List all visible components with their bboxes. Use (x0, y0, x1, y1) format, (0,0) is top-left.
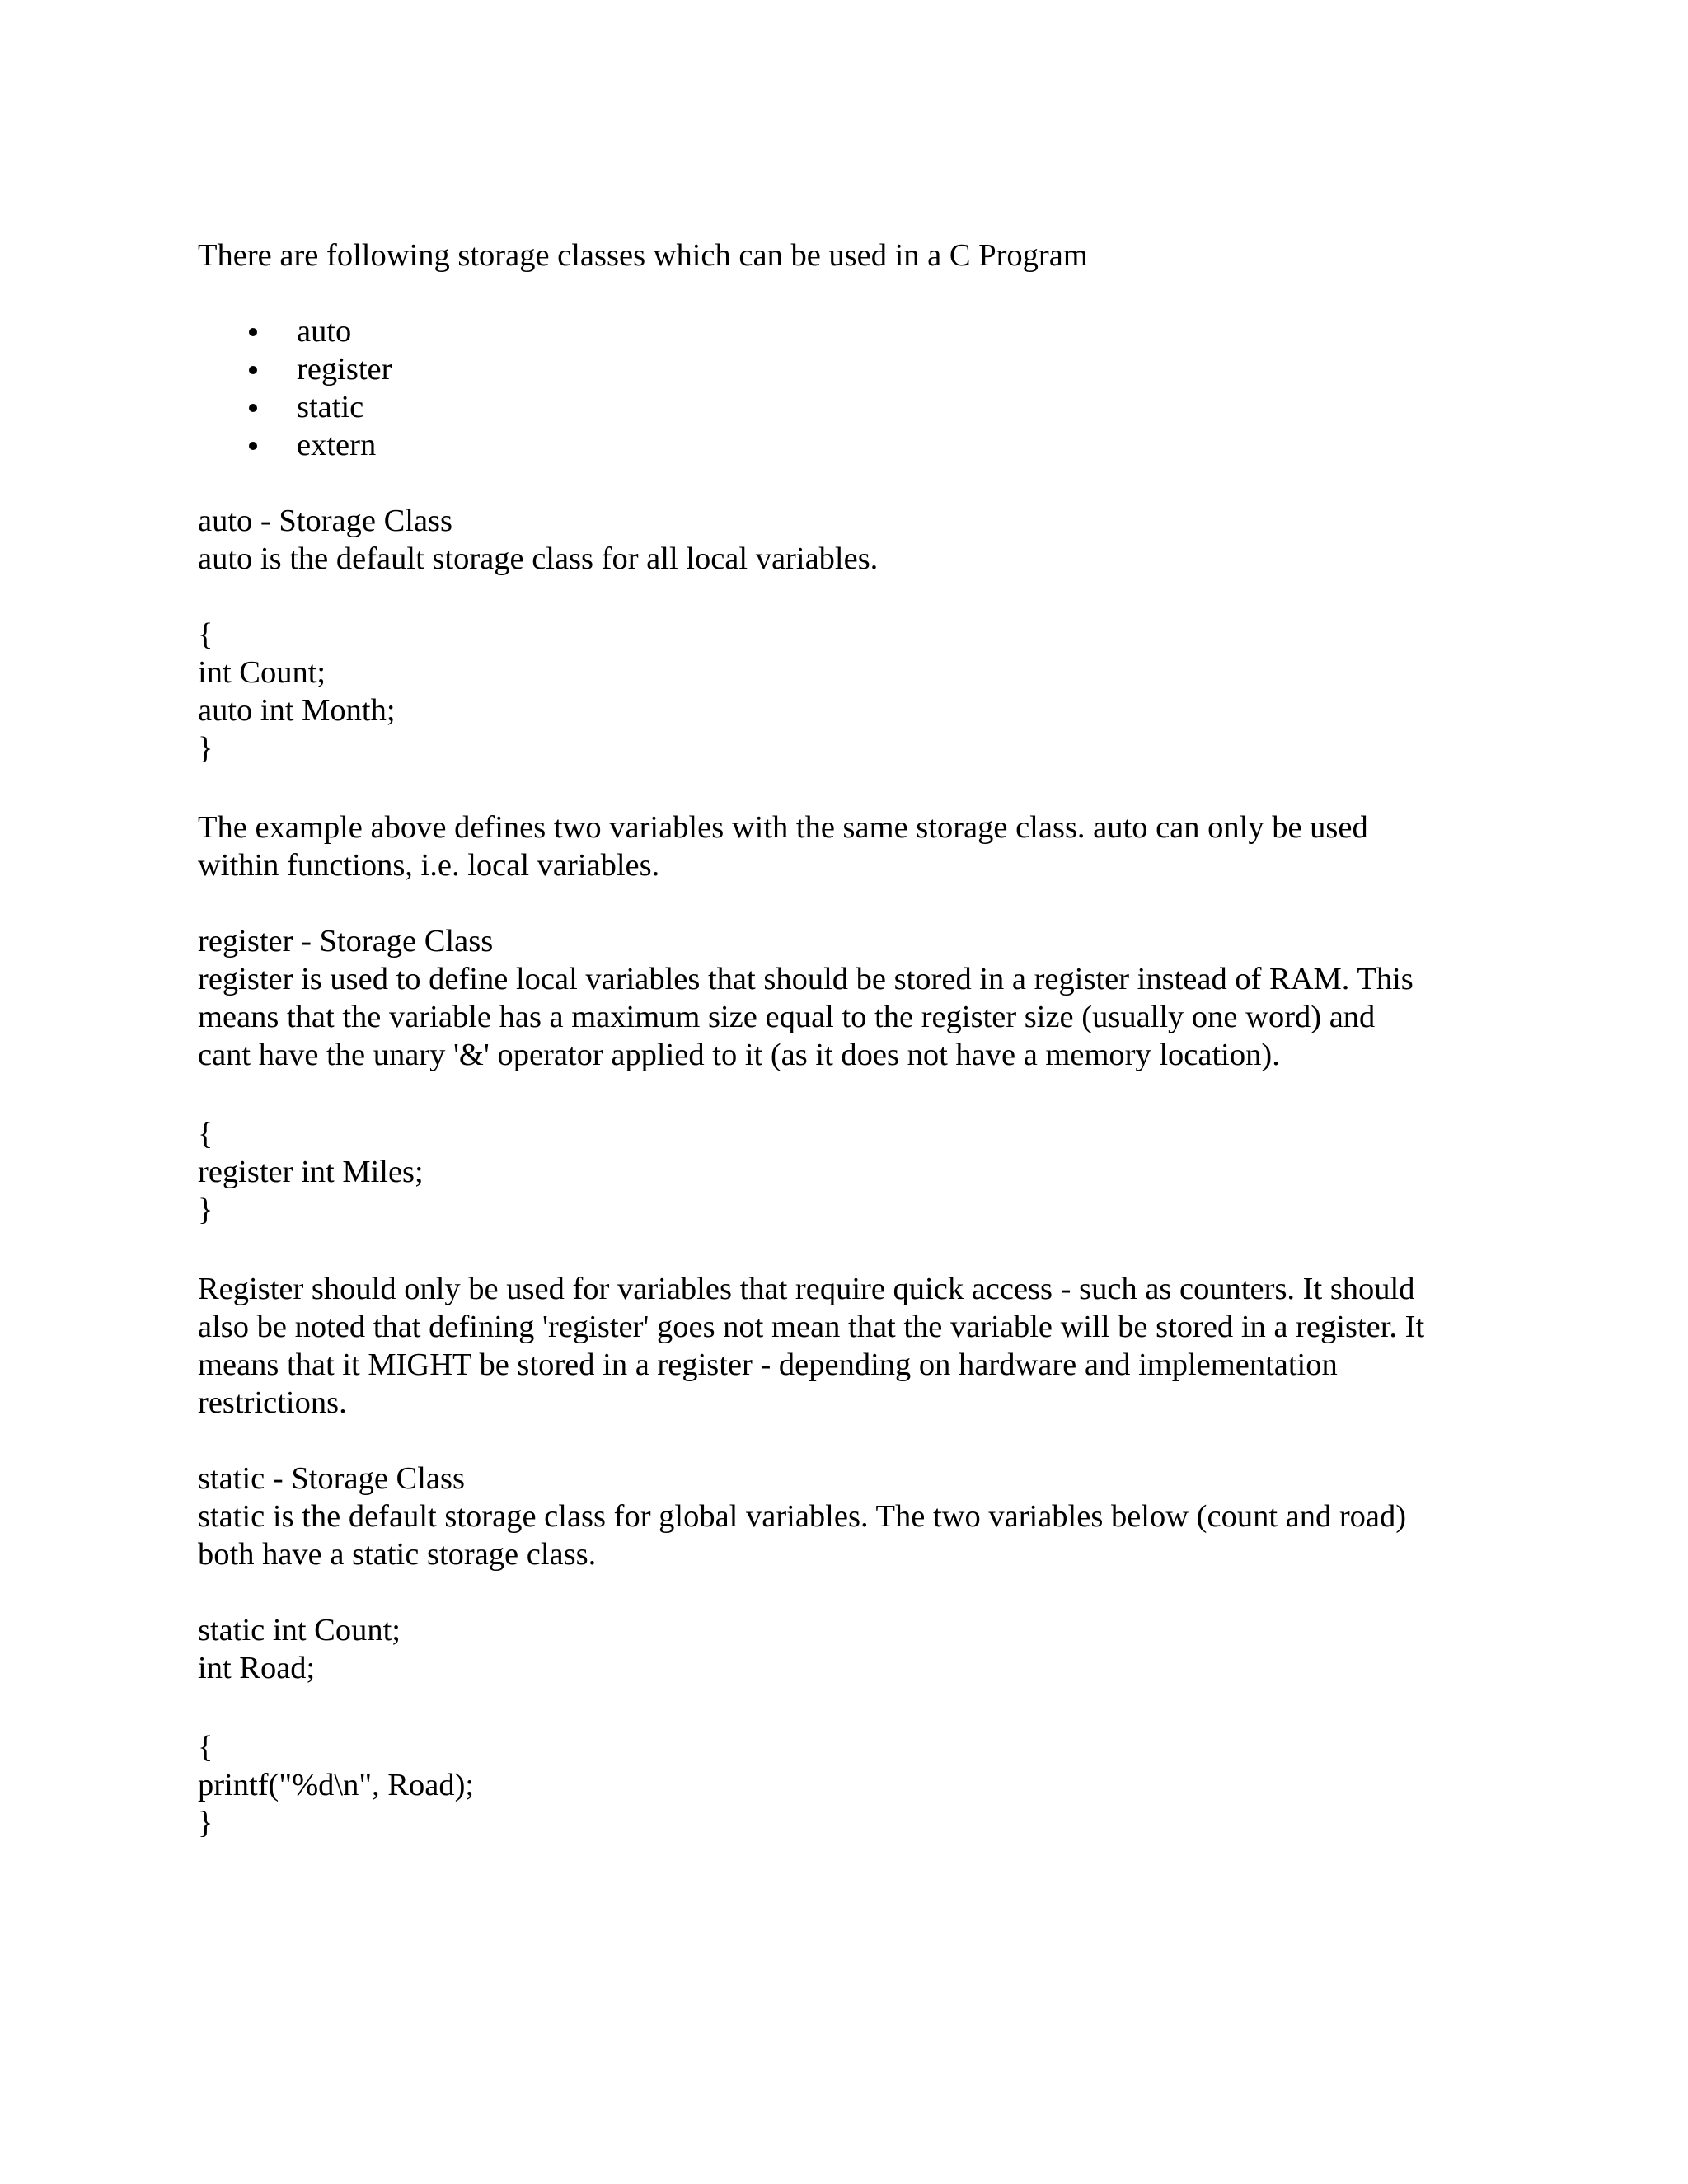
auto-description: auto is the default storage class for all local variables. (198, 541, 879, 576)
code-line: { (198, 1117, 213, 1151)
code-line: auto int Month; (198, 693, 396, 728)
spacer (198, 1687, 1500, 1728)
register-explanation-line: also be noted that defining 'register' goes not mean that the variable will be stored in a register. It (198, 1310, 1425, 1344)
auto-explanation-line: within functions, i.e. local variables. (198, 848, 660, 883)
spacer (198, 1422, 1500, 1460)
code-line: { (198, 1730, 213, 1765)
bullet-icon (249, 404, 257, 412)
code-line: } (198, 731, 213, 766)
register-heading: register - Storage Class (198, 924, 494, 958)
spacer (198, 767, 1500, 808)
auto-heading: auto - Storage Class (198, 504, 453, 538)
bullet-icon (249, 366, 257, 374)
spacer (198, 1229, 1500, 1270)
static-code-block (198, 1728, 1500, 1842)
spacer (198, 884, 1500, 922)
spacer (198, 1074, 1500, 1115)
code-line: register int Miles; (198, 1155, 424, 1189)
code-line: } (198, 1193, 213, 1227)
auto-explanation-line: The example above defines two variables with the same storage class. auto can only be used (198, 810, 1368, 845)
bullet-icon (249, 442, 257, 450)
code-line: int Road; (198, 1651, 316, 1685)
static-code-globals (198, 1611, 1500, 1687)
list-item: auto (198, 312, 1500, 350)
auto-code-example (198, 616, 1500, 767)
bullet-icon (249, 328, 257, 336)
spacer (198, 464, 1500, 502)
document-page (198, 237, 1500, 1842)
code-line: { (198, 617, 213, 652)
list-item: register (198, 350, 1500, 388)
register-description-line: register is used to define local variables that should be stored in a register instead of RAM. This (198, 962, 1414, 996)
storage-class-list (198, 312, 1500, 464)
list-item: extern (198, 426, 1500, 464)
intro-text: There are following storage classes which can be used in a C Program (198, 238, 1088, 273)
register-description-line: cant have the unary '&' operator applied to it (as it does not have a memory location). (198, 1038, 1280, 1072)
register-description-line: means that the variable has a maximum size equal to the register size (usually one word) and (198, 1000, 1376, 1034)
code-line: int Count; (198, 655, 326, 690)
register-explanation-line: Register should only be used for variables that require quick access - such as counters. It should (198, 1272, 1415, 1306)
spacer (198, 578, 1500, 616)
static-description-line: static is the default storage class for global variables. The two variables below (count and road) (198, 1499, 1407, 1534)
register-code-example (198, 1115, 1500, 1229)
spacer (198, 1573, 1500, 1611)
list-item: static (198, 388, 1500, 426)
code-line: static int Count; (198, 1613, 401, 1647)
code-line: } (198, 1806, 213, 1840)
register-explanation-line: means that it MIGHT be stored in a register - depending on hardware and implementation (198, 1347, 1338, 1382)
register-explanation-line: restrictions. (198, 1385, 347, 1420)
static-description-line: both have a static storage class. (198, 1537, 597, 1572)
spacer (198, 274, 1500, 312)
static-heading: static - Storage Class (198, 1461, 465, 1496)
code-line: printf("%d\n", Road); (198, 1768, 475, 1802)
